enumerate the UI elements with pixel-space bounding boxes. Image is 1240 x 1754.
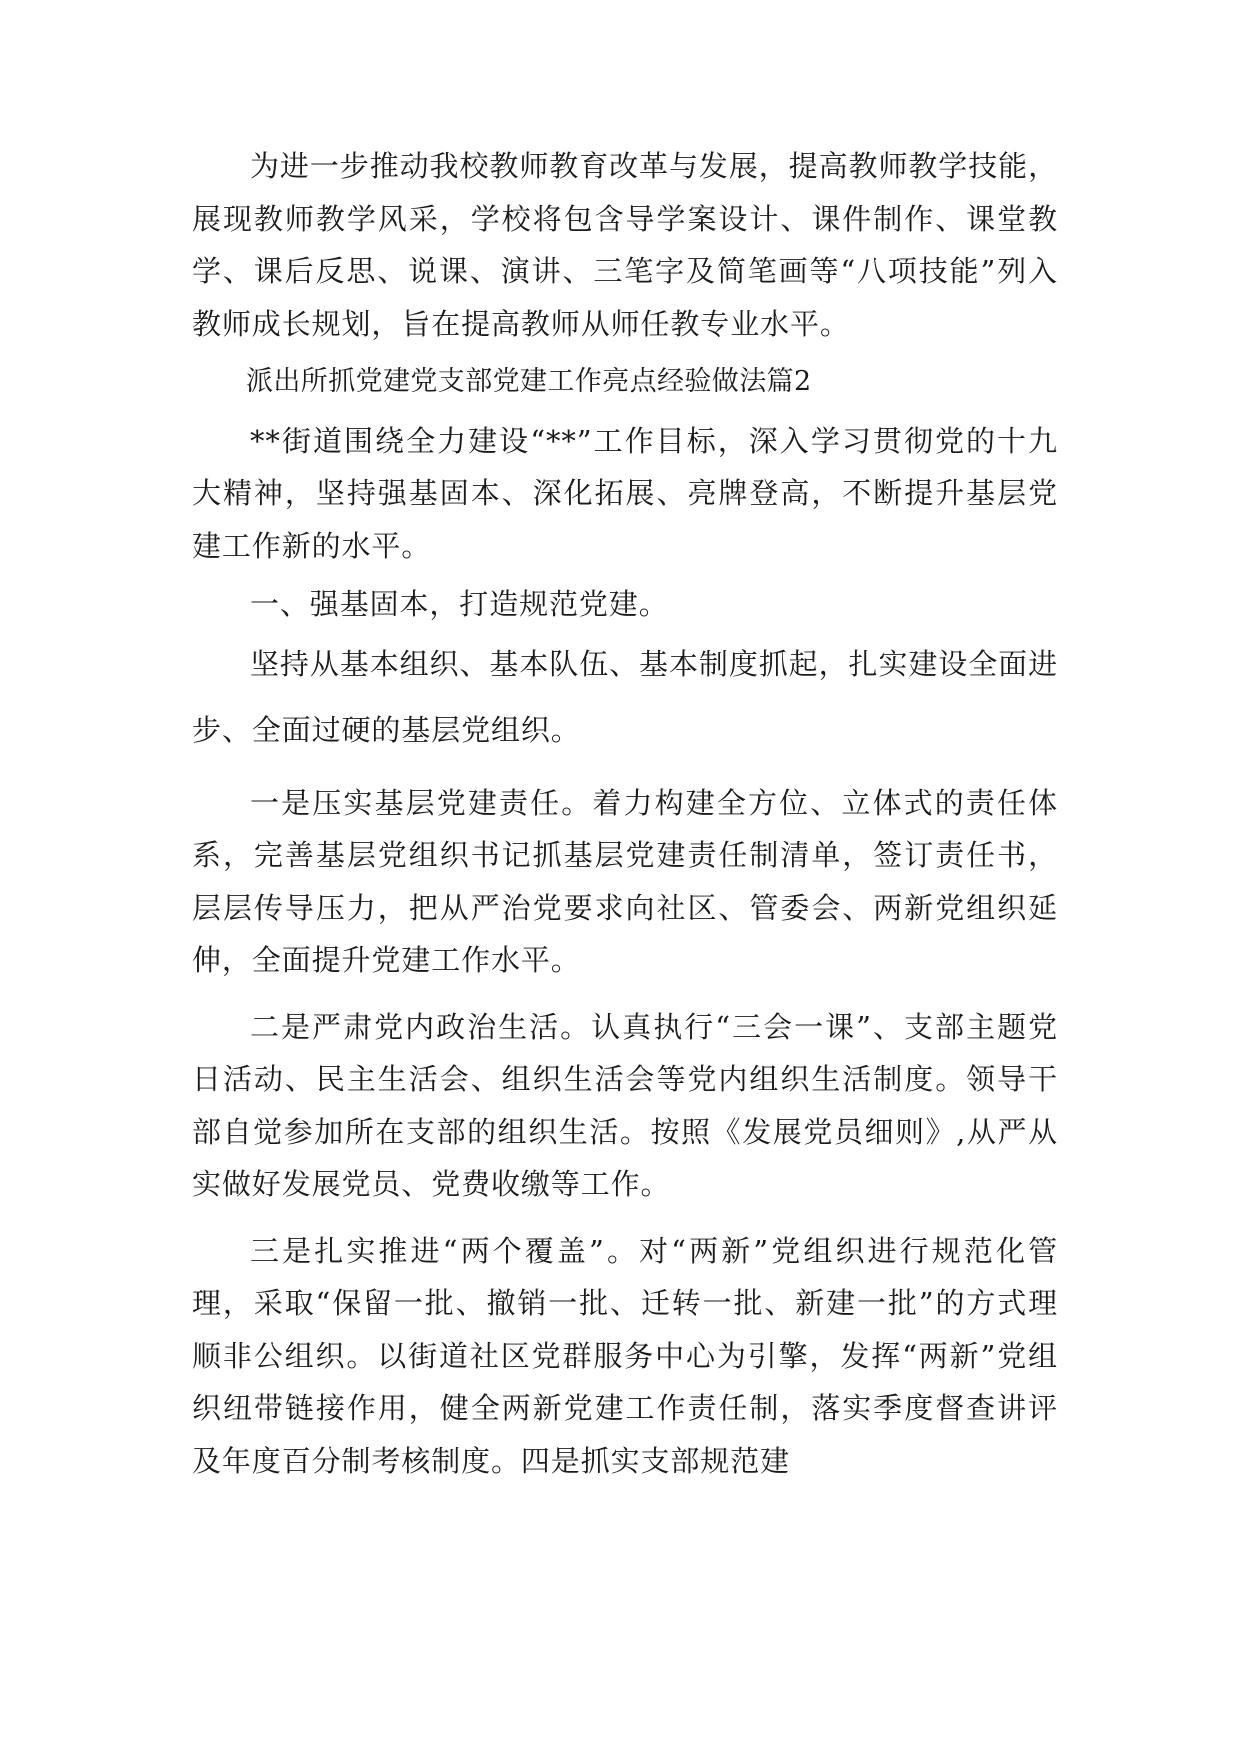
subheading-strengthen-foundation: 一、强基固本，打造规范党建。 <box>250 587 669 621</box>
paragraph-responsibility: 一是压实基层党建责任。着力构建全方位、立体式的责任体系，完善基层党组织书记抓基层党建责任制清单，签订责任书，层层传导压力，把从严治党要求向社区、管委会、两新党组织延伸，全面提升党建工作水平。 <box>192 785 1058 977</box>
section-heading: 派出所抓党建党支部党建工作亮点经验做法篇2 <box>246 366 812 397</box>
paragraph-political-life: 二是严肃党内政治生活。认真执行“三会一课”、支部主题党日活动、民主生活会、组织生活会等党内组织生活制度。领导干部自觉参加所在支部的组织生活。按照《发展党员细则》,从严从实做好发展党员、党费收缴等工作。 <box>192 1009 1058 1201</box>
paragraph-teacher-skills: 为进一步推动我校教师教育改革与发展，提高教师教学技能，展现教师教学风采，学校将包含导学案设计、课件制作、课堂教学、课后反思、说课、演讲、三笔字及简笔画等“八项技能”列入教师成长规划，旨在提高教师从师任教专业水平。 <box>192 149 1058 341</box>
paragraph-two-coverage: 三是扎实推进“两个覆盖”。对“两新”党组织进行规范化管理，采取“保留一批、撤销一批、迁转一批、新建一批”的方式理顺非公组织。以街道社区党群服务中心为引擎，发挥“两新”党组织纽带链接作用，健全两新党建工作责任制，落实季度督查讲评及年度百分制考核制度。四是抓实支部规范建 <box>192 1233 1058 1478</box>
document-body <box>192 140 1058 1487</box>
paragraph-basic-organization: 坚持从基本组织、基本队伍、基本制度抓起，扎实建设全面进步、全面过硬的基层党组织。 <box>192 646 1058 747</box>
paragraph-street-goal: **街道围绕全力建设“**”工作目标，深入学习贯彻党的十九大精神，坚持强基固本、深化拓展、亮牌登高，不断提升基层党建工作新的水平。 <box>192 423 1058 563</box>
